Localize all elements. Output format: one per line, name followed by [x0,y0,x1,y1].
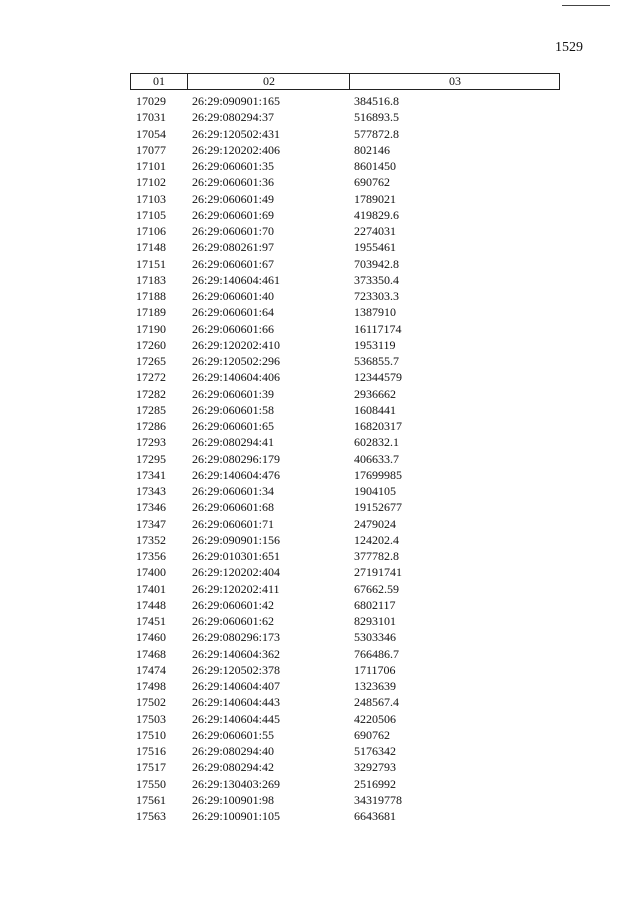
table-cell-1: 17400 [136,565,166,580]
table-row [130,158,560,174]
table-cell-1: 17265 [136,354,166,368]
table-cell-3: 419829.6 [354,207,399,222]
table-row [130,239,560,255]
table-cell-1: 17517 [136,760,166,775]
table-cell-2: 26:29:060601:40 [192,289,275,303]
table-row [130,629,560,645]
table-cell-2: 26:29:140604:461 [192,272,281,287]
table-cell-3: 1711706 [354,662,396,677]
table-cell-3: 2936662 [354,386,396,401]
table-row [130,743,560,759]
table-cell-1: 17295 [136,451,166,466]
table-cell-2: 26:29:060601:69 [192,207,275,222]
table-row [130,532,560,548]
table-cell-3: 1789021 [354,191,396,206]
table-cell-1: 17101 [136,159,166,173]
column-header-03: 03 [349,74,560,89]
table-cell-2: 26:29:060601:42 [192,597,275,612]
table-cell-2: 26:29:090901:156 [192,532,281,547]
page-number: 1529 [555,40,583,55]
table-row [130,191,560,207]
table-row [130,646,560,662]
table-cell-2: 26:29:120502:296 [192,354,281,368]
table-cell-3: 723303.3 [354,289,399,303]
table-cell-2: 26:29:060601:65 [192,419,275,433]
table-cell-3: 1323639 [354,679,396,693]
table-cell-3: 516893.5 [354,110,399,125]
table-cell-3: 16117174 [354,321,402,336]
table-cell-1: 17550 [136,776,166,791]
table-cell-1: 17029 [136,94,166,108]
table-cell-1: 17148 [136,240,166,255]
table-cell-3: 2274031 [354,224,396,238]
table-row [130,353,560,369]
table-cell-1: 17188 [136,289,166,303]
table-cell-3: 8293101 [354,614,396,628]
table-cell-2: 26:29:080294:40 [192,744,275,758]
table-cell-2: 26:29:060601:55 [192,727,275,742]
table-cell-3: 690762 [354,175,390,190]
table-cell-1: 17516 [136,744,166,758]
table-cell-1: 17183 [136,272,166,287]
table-cell-2: 26:29:080294:37 [192,110,275,125]
table-cell-1: 17286 [136,419,166,433]
table-row [130,418,560,434]
table-row [130,581,560,597]
table-row [130,548,560,564]
table-cell-3: 27191741 [354,565,402,580]
table-cell-1: 17503 [136,711,166,726]
table-body [130,93,560,824]
table-cell-1: 17561 [136,792,166,807]
table-cell-3: 703942.8 [354,256,399,271]
table-cell-3: 802146 [354,142,390,157]
table-cell-3: 1955461 [354,240,396,255]
table-row [130,467,560,483]
table-cell-1: 17105 [136,207,166,222]
table-row [130,678,560,694]
table-cell-1: 17510 [136,727,166,742]
table-cell-2: 26:29:060601:70 [192,224,275,238]
table-cell-2: 26:29:060601:62 [192,614,275,628]
table-cell-3: 12344579 [354,370,402,385]
table-cell-2: 26:29:060601:49 [192,191,275,206]
table-cell-1: 17341 [136,467,166,482]
table-cell-2: 26:29:060601:68 [192,500,275,515]
table-row [130,792,560,808]
table-cell-2: 26:29:060601:36 [192,175,275,190]
table-cell-2: 26:29:140604:443 [192,695,281,710]
table-cell-2: 26:29:060601:64 [192,305,275,320]
table-cell-3: 1387910 [354,305,396,320]
table-cell-3: 690762 [354,727,390,742]
table-cell-1: 17054 [136,126,166,141]
table-cell-1: 17102 [136,175,166,190]
table-cell-1: 17502 [136,695,166,710]
table-cell-2: 26:29:140604:476 [192,467,281,482]
table-cell-3: 577872.8 [354,126,399,141]
table-cell-1: 17272 [136,370,166,385]
table-cell-1: 17401 [136,581,166,596]
column-header-02: 02 [187,74,350,89]
table-cell-3: 4220506 [354,711,396,726]
table-cell-3: 602832.1 [354,435,399,450]
table-cell-2: 26:29:120202:404 [192,565,281,580]
table-header [130,73,560,90]
table-row [130,369,560,385]
table-row [130,727,560,743]
table-cell-2: 26:29:060601:39 [192,386,275,401]
table-row [130,386,560,402]
table-cell-3: 124202.4 [354,532,399,547]
table-row [130,142,560,158]
table-row [130,694,560,710]
table-row [130,402,560,418]
table-row [130,288,560,304]
table-cell-2: 26:29:080296:179 [192,451,281,466]
table-cell-3: 2479024 [354,516,396,531]
table-cell-3: 248567.4 [354,695,399,710]
table-cell-1: 17448 [136,597,166,612]
table-cell-3: 6802117 [354,597,396,612]
table-row [130,483,560,499]
table-cell-2: 26:29:120202:410 [192,337,281,352]
table-cell-3: 373350.4 [354,272,399,287]
table-cell-1: 17347 [136,516,166,531]
table-cell-1: 17343 [136,484,166,498]
table-cell-2: 26:29:090901:165 [192,94,281,108]
table-cell-1: 17563 [136,809,166,823]
table-cell-3: 34319778 [354,792,402,807]
table-cell-3: 3292793 [354,760,396,775]
table-row [130,808,560,824]
table-cell-3: 1608441 [354,402,396,417]
table-cell-2: 26:29:010301:651 [192,549,281,563]
table-row [130,434,560,450]
table-cell-1: 17031 [136,110,166,125]
table-row [130,93,560,109]
table-cell-3: 377782.8 [354,549,399,563]
table-row [130,207,560,223]
table-cell-2: 26:29:120202:411 [192,581,280,596]
table-cell-1: 17103 [136,191,166,206]
table-cell-1: 17356 [136,549,166,563]
table-row [130,109,560,125]
table-cell-3: 5303346 [354,630,396,645]
table-cell-2: 26:29:080296:173 [192,630,281,645]
table-cell-1: 17282 [136,386,166,401]
table-cell-2: 26:29:120502:378 [192,662,281,677]
table-row [130,451,560,467]
table-cell-1: 17189 [136,305,166,320]
table-cell-2: 26:29:080294:41 [192,435,275,450]
table-cell-3: 384516.8 [354,94,399,108]
table-cell-2: 26:29:140604:362 [192,646,281,661]
table-row [130,126,560,142]
table-row [130,337,560,353]
table-cell-3: 16820317 [354,419,402,433]
table-cell-2: 26:29:060601:58 [192,402,275,417]
table-cell-3: 536855.7 [354,354,399,368]
table-cell-2: 26:29:080261:97 [192,240,275,255]
table-cell-2: 26:29:130403:269 [192,776,281,791]
table-row [130,223,560,239]
table-row [130,662,560,678]
table-cell-3: 67662.59 [354,581,399,596]
table-row [130,776,560,792]
table-cell-2: 26:29:060601:71 [192,516,275,531]
table-row [130,256,560,272]
table-cell-3: 1904105 [354,484,396,498]
table-cell-1: 17190 [136,321,166,336]
table-cell-3: 2516992 [354,776,396,791]
table-cell-2: 26:29:060601:67 [192,256,275,271]
table-row [130,272,560,288]
table-cell-1: 17346 [136,500,166,515]
table-cell-3: 1953119 [354,337,396,352]
table-row [130,597,560,613]
table-cell-2: 26:29:060601:35 [192,159,275,173]
table-cell-2: 26:29:120502:431 [192,126,281,141]
table-cell-2: 26:29:100901:105 [192,809,281,823]
table-cell-3: 19152677 [354,500,402,515]
table-row [130,321,560,337]
table-cell-3: 5176342 [354,744,396,758]
table-cell-1: 17293 [136,435,166,450]
table-cell-1: 17474 [136,662,166,677]
table-cell-1: 17451 [136,614,166,628]
table-row [130,174,560,190]
table-cell-1: 17498 [136,679,166,693]
table-cell-1: 17285 [136,402,166,417]
table-row [130,613,560,629]
table-cell-1: 17151 [136,256,166,271]
table-row [130,516,560,532]
table-cell-1: 17468 [136,646,166,661]
table-cell-2: 26:29:100901:98 [192,792,275,807]
table-cell-2: 26:29:060601:66 [192,321,275,336]
table-row [130,759,560,775]
column-header-01: 01 [153,74,165,88]
top-rule [562,5,610,6]
table-cell-1: 17260 [136,337,166,352]
table-cell-1: 17352 [136,532,166,547]
table-row [130,564,560,580]
table-cell-3: 766486.7 [354,646,399,661]
table-row [130,304,560,320]
table-cell-2: 26:29:080294:42 [192,760,275,775]
table-cell-3: 17699985 [354,467,402,482]
table-cell-3: 8601450 [354,159,396,173]
table-row [130,499,560,515]
table-cell-2: 26:29:120202:406 [192,142,281,157]
table-cell-2: 26:29:060601:34 [192,484,275,498]
table-cell-3: 6643681 [354,809,396,823]
table-cell-2: 26:29:140604:445 [192,711,281,726]
table-cell-1: 17460 [136,630,166,645]
table-cell-3: 406633.7 [354,451,399,466]
table-cell-1: 17106 [136,224,166,238]
table-cell-2: 26:29:140604:407 [192,679,281,693]
table-cell-2: 26:29:140604:406 [192,370,281,385]
table-row [130,711,560,727]
table-cell-1: 17077 [136,142,166,157]
